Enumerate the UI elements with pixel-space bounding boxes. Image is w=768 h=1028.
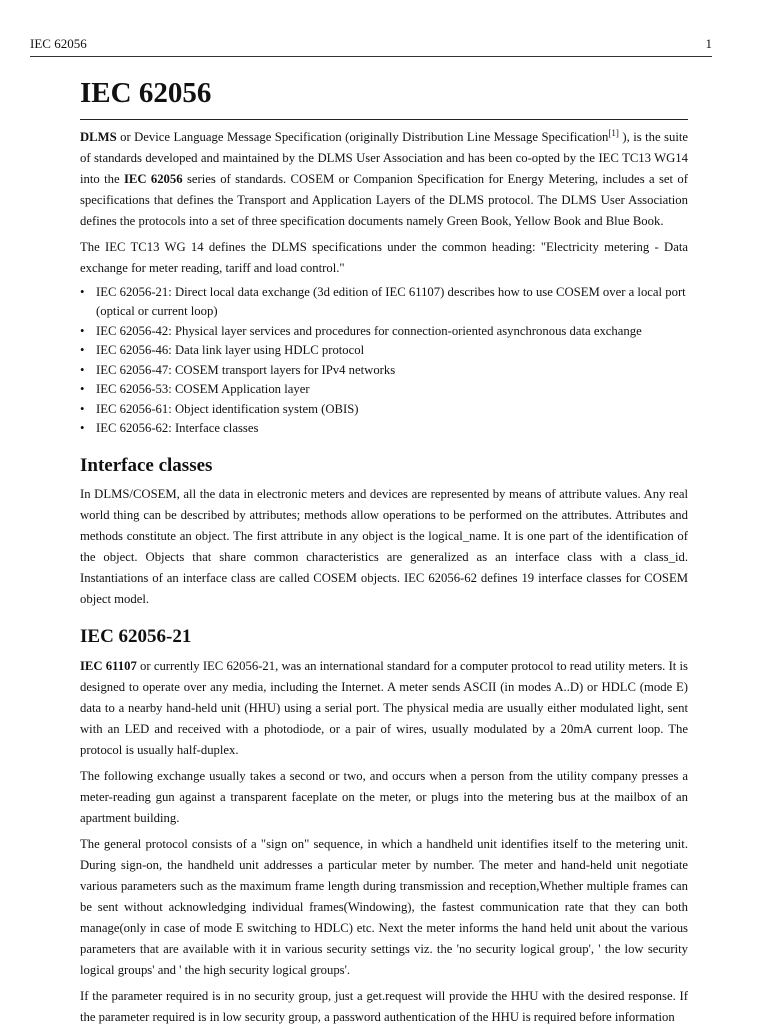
list-item: • IEC 62056-42: Physical layer services and procedures for connection-oriented asynchronous data exchange xyxy=(80,322,688,342)
section-heading-interface-classes: Interface classes xyxy=(80,454,213,476)
list-item: • IEC 62056-21: Direct local data exchange (3d edition of IEC 61107) describes how to use COSEM over a local port (optical or current loop) xyxy=(80,283,688,322)
page-title: IEC 62056 xyxy=(80,76,688,120)
term-dlms: DLMS xyxy=(80,129,117,144)
reference-link[interactable]: [1] xyxy=(608,127,619,138)
term-iec-62056: IEC 62056 xyxy=(123,171,183,186)
list-item: • IEC 62056-61: Object identification system (OBIS) xyxy=(80,400,688,420)
iec21-paragraph-2: The following exchange usually takes a second or two, and occurs when a person from the utility company presses a meter-reading gun against a transparent faceplate on the meter, or plugs into the metering bus at the mailbox of an apartment building. xyxy=(80,768,688,825)
intro-paragraph-2: The IEC TC13 WG 14 defines the DLMS specifications under the common heading: "Electricity metering - Data exchange for meter reading, tariff and load control." xyxy=(80,239,688,275)
interface-classes-paragraph: In DLMS/COSEM, all the data in electronic meters and devices are represented by means of attribute values. Any real world thing can be described by attributes; methods allow operations to be performed on the attributes. Attributes and methods constitute an object. The first attribute in any object is the logical_name. It is one part of the identification of the object. Objects that share common characteristics are generalized as an interface class with a class_id. Instantiations of an interface class are called COSEM objects. IEC 62056-62 defines 19 interface classes for COSEM object model. xyxy=(80,487,688,607)
intro-paragraph-1: DLMS or Device Language Message Specification (originally Distribution Line Message Specification[1] ), is the suite of standards developed and maintained by the DLMS User Association and has been co-opted by the IEC TC13 WG14 into the IEC 62056 series of standards. COSEM or Companion Specification for Energy Metering, includes a set of specifications that defines the Transport and Application Layers of the DLMS protocol. The DLMS User Association defines the protocols into a set of three specification documents namely Green Book, Yellow Book and Blue Book. xyxy=(80,127,689,228)
article-body xyxy=(80,76,688,1028)
list-item: • IEC 62056-46: Data link layer using HDLC protocol xyxy=(80,341,688,361)
running-header xyxy=(30,36,712,57)
iec21-paragraph-3: The general protocol consists of a "sign on" sequence, in which a handheld unit identifies itself to the metering unit. During sign-on, the handheld unit addresses a particular meter by number. The meter and hand-held unit negotiate various parameters such as the maximum frame length during transmission and reception,Whether multiple frames can be sent without acknowledging individual frames(Windowing), the fastest communication rate that they can both manage(only in case of mode E switching to HDLC) etc. Next the meter informs the hand held unit about the various parameters that are available with it in various security settings viz. the 'no security logical group', ' the low security logical groups' and ' the high security logical groups'. xyxy=(80,836,688,977)
list-item: • IEC 62056-47: COSEM transport layers for IPv4 networks xyxy=(80,361,688,381)
section-heading-iec-62056-21: IEC 62056-21 xyxy=(80,626,192,648)
standards-list xyxy=(80,283,688,439)
term-iec-61107: IEC 61107 xyxy=(80,658,137,673)
header-title: IEC 62056 xyxy=(30,36,87,51)
iec21-paragraph-4: If the parameter required is in no security group, just a get.request will provide the HHU with the desired response. If the parameter required is in low security group, a password authentication of the HHU is required before information xyxy=(80,988,688,1024)
list-item: • IEC 62056-53: COSEM Application layer xyxy=(80,380,688,400)
page-number: 1 xyxy=(705,36,712,51)
iec21-paragraph-1: IEC 61107 or currently IEC 62056-21, was an international standard for a computer protocol to read utility meters. It is designed to operate over any media, including the Internet. A meter sends ASCII (in modes A..D) or HDLC (mode E) data to a nearby hand-held unit (HHU) using a serial port. The physical media are usually either modulated light, sent with an LED and received with a photodiode, or a pair of wires, usually modulated by a 20mA current loop. The protocol is usually half-duplex. xyxy=(80,658,688,757)
list-item: • IEC 62056-62: Interface classes xyxy=(80,419,688,439)
